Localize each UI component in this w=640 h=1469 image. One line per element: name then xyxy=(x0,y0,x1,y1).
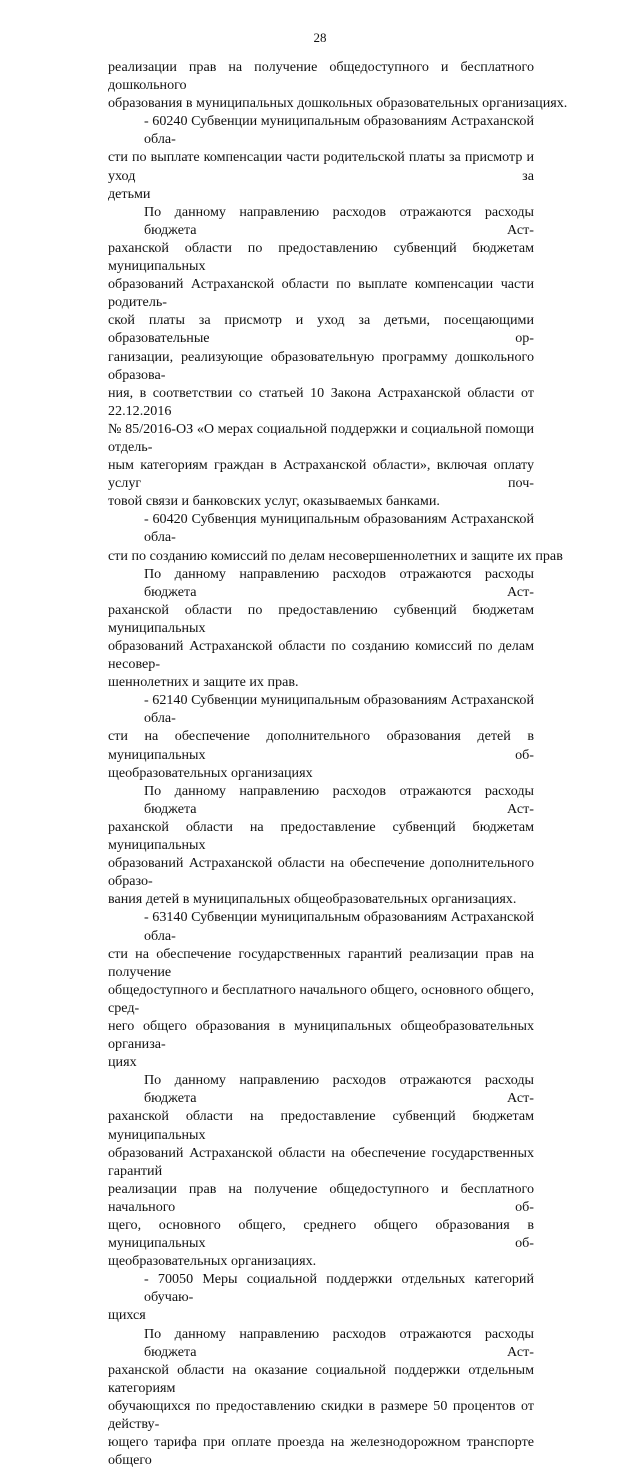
text-line: - 60420 Субвенция муниципальным образованиям Астраханской обла- xyxy=(144,511,534,546)
text-line: щеобразовательных организациях xyxy=(108,764,313,781)
text-line: щеобразовательных организациях. xyxy=(108,1253,317,1270)
text-line: щихся xyxy=(108,1307,146,1324)
text-line: циях xyxy=(108,1054,137,1071)
text-line: детьми xyxy=(108,185,151,202)
text-line: вания детей в муниципальных общеобразовательных организациях. xyxy=(108,891,517,908)
text-line: - 70050 Меры социальной поддержки отдельных категорий обучаю- xyxy=(144,1271,534,1306)
text-line: товой связи и банковских услуг, оказываемых банками. xyxy=(108,493,440,510)
text-line: сти по выплате компенсации части родительской платы за присмотр и уход за xyxy=(108,149,534,184)
text-line: - 60240 Субвенции муниципальным образованиям Астраханской обла- xyxy=(144,113,534,148)
text-line: раханской области на оказание социальной поддержки отдельным категориям xyxy=(108,1361,534,1396)
text-line: сти на обеспечение государственных гарантий реализации прав на получение xyxy=(108,945,534,980)
text-line: реализации прав на получение общедоступного и бесплатного начального об- xyxy=(108,1180,534,1215)
body-text xyxy=(108,58,568,1469)
text-line: общедоступного и бесплатного начального общего, основного общего, сред- xyxy=(108,981,534,1016)
text-line: По данному направлению расходов отражаются расходы бюджета Аст- xyxy=(144,565,534,600)
text-line: По данному направлению расходов отражаются расходы бюджета Аст- xyxy=(144,782,534,817)
text-line: По данному направлению расходов отражаются расходы бюджета Аст- xyxy=(144,1072,534,1107)
text-line: - 62140 Субвенции муниципальным образованиям Астраханской обла- xyxy=(144,692,534,727)
text-line: образований Астраханской области по выплате компенсации части родитель- xyxy=(108,276,534,311)
text-line: раханской области на предоставление субвенций бюджетам муниципальных xyxy=(108,818,534,854)
text-line: щего, основного общего, среднего общего образования в муниципальных об- xyxy=(108,1217,534,1252)
text-line: По данному направлению расходов отражаются расходы бюджета Аст- xyxy=(144,1325,534,1360)
text-line: № 85/2016-ОЗ «О мерах социальной поддержки и социальной помощи отдель- xyxy=(108,420,534,455)
text-line: раханской области по предоставлению субвенций бюджетам муниципальных xyxy=(108,239,534,275)
text-line: По данному направлению расходов отражаются расходы бюджета Аст- xyxy=(144,203,534,238)
text-line: сти по созданию комиссий по делам несовершеннолетних и защите их прав xyxy=(108,547,563,564)
text-line: него общего образования в муниципальных общеобразовательных организа- xyxy=(108,1017,534,1053)
text-line: реализации прав на получение общедоступного и бесплатного дошкольного xyxy=(108,59,534,94)
text-line: ской платы за присмотр и уход за детьми, посещающими образовательные ор- xyxy=(108,312,534,347)
text-line: образований Астраханской области по созданию комиссий по делам несовер- xyxy=(108,638,534,673)
text-line: ным категориям граждан в Астраханской области», включая оплату услуг поч- xyxy=(108,457,534,492)
text-line: раханской области по предоставлению субвенций бюджетам муниципальных xyxy=(108,601,534,636)
text-line: - 63140 Субвенции муниципальным образованиям Астраханской обла- xyxy=(144,909,534,944)
text-line: раханской области на предоставление субвенций бюджетам муниципальных xyxy=(108,1108,534,1143)
text-line: ющего тарифа при оплате проезда на железнодорожном транспорте общего xyxy=(108,1434,534,1469)
text-line: образования в муниципальных дошкольных образовательных организациях. xyxy=(108,95,568,112)
text-line: сти на обеспечение дополнительного образования детей в муниципальных об- xyxy=(108,728,534,763)
text-line: обучающихся по предоставлению скидки в размере 50 процентов от действу- xyxy=(108,1397,534,1433)
text-line: шеннолетних и защите их прав. xyxy=(108,674,299,691)
text-line: образований Астраханской области на обеспечение дополнительного образо- xyxy=(108,855,534,890)
text-line: образований Астраханской области на обеспечение государственных гарантий xyxy=(108,1144,534,1179)
text-line: ния, в соответствии со статьей 10 Закона Астраханской области от 22.12.2016 xyxy=(108,384,534,419)
text-line: ганизации, реализующие образовательную программу дошкольного образова- xyxy=(108,348,534,383)
page-number: 28 xyxy=(313,30,327,45)
